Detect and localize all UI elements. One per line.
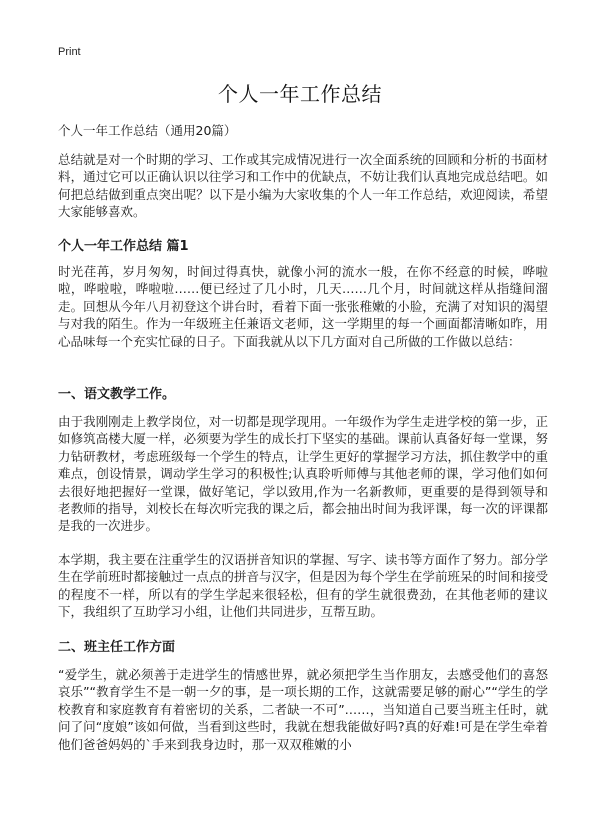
- heading-class-teacher: 二、班主任工作方面: [58, 640, 176, 655]
- print-link[interactable]: Print: [58, 46, 81, 58]
- intro-paragraph: 总结就是对一个时期的学习、工作或其完成情况进行一次全面系统的回顾和分析的书面材料，通过它可以正确认识以往学习和工作中的优缺点，不妨让我们认真地完成总结吧。如何把总结做到重点突出呢？以下是小编为大家收集的个人一年工作总结，欢迎阅读，希望大家能够喜欢。: [58, 152, 548, 220]
- teaching-paragraph-2: 本学期，我主要在注重学生的汉语拼音知识的掌握、写字、读书等方面作了努力。部分学生在学前班时都接触过一点点的拼音与汉字，但是因为每个学生在学前班呆的时间和接受的程度不一样，所以有的学生学起来很轻松，但有的学生就很费劲，在其他老师的建议下，我组织了互助学习小组，让他们共同进步，互帮互助。: [58, 552, 548, 620]
- section-heading-1: 个人一年工作总结 篇1: [58, 239, 189, 254]
- class-teacher-paragraph: “爱学生，就必须善于走进学生的情感世界，就必须把学生当作朋友，去感受他们的喜怒哀乐”“教育学生不是一朝一夕的事，是一项长期的工作，这就需要足够的耐心”“学生的学校教育和家庭教育有着密切的关系，二者缺一不可”……，当知道自己要当班主任时，就问了问“度娘”该如何做，当看到这些时，我就在想我能做好吗?真的好难!可是在学生牵着他们爸爸妈妈的`手来到我身边时，那一双双稚嫩的小: [58, 667, 548, 752]
- section-paragraph: 时光荏苒，岁月匆匆，时间过得真快，就像小河的流水一般，在你不经意的时候，哗啦啦，哗啦啦，哗啦啦……便已经过了几小时，几天……几个月，时间就这样从指缝间溜走。回想从今年八月初登这个讲台时，看着下面一张张稚嫩的小脸，充满了对知识的渴望与对我的陌生。作为一年级班主任兼语文老师，这一学期里的每一个画面都清晰如昨，用心品味每一个充实忙碌的日子。下面我就从以下几方面对自己所做的工作做以总结：: [58, 264, 548, 349]
- heading-teaching: 一、语文教学工作。: [58, 387, 176, 402]
- document-subtitle: 个人一年工作总结（通用20篇）: [58, 123, 237, 138]
- page-title: 个人一年工作总结: [218, 82, 382, 106]
- teaching-paragraph-1: 由于我刚刚走上教学岗位，对一切都是现学现用。一年级作为学生走进学校的第一步，正如修筑高楼大厦一样，必须要为学生的成长打下坚实的基础。课前认真备好每一堂课，努力钻研教材，考虑班级每一个学生的特点，让学生更好的掌握学习方法，抓住教学中的重难点，创设情景，调动学生学习的积极性;认真聆听师傅与其他老师的课，学习他们如何去很好地把握好一堂课，做好笔记，学以致用,作为一名新教师，更重要的是得到领导和老教师的指导，刘校长在每次听完我的课之后，都会抽出时间为我评课，每一次的评课都是我的一次进步。: [58, 414, 548, 534]
